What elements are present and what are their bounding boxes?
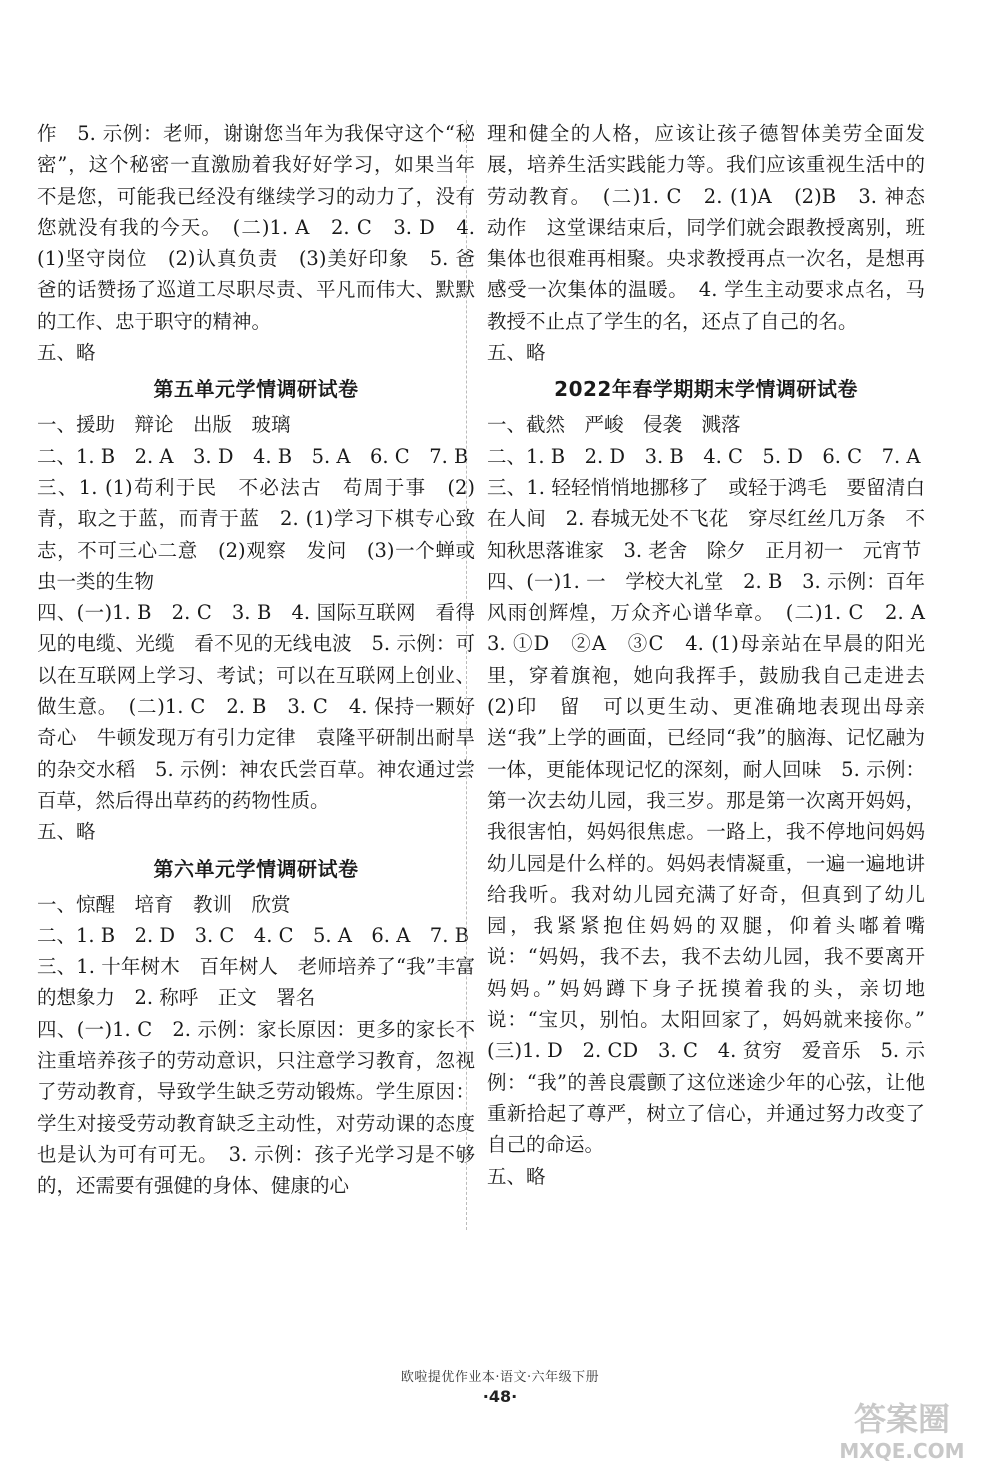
answer-paragraph: 一、惊醒 培育 教训 欣赏	[37, 892, 291, 916]
answer-paragraph: 二、1. B 2. D 3. C 4. C 5. A 6. A 7. B	[37, 923, 469, 947]
answer-paragraph: 三、1. 十年树木 百年树人 老师培养了“我”丰富的想象力 2. 称呼 正文 署名	[37, 955, 475, 1010]
answer-paragraph: 三、1. 轻轻悄悄地挪移了 或轻于鸿毛 要留清白在人间 2. 春城无处不飞花 穿尽红丝几万条 不知秋思落谁家 3. 老舍 除夕 正月初一 元宵节	[487, 475, 925, 562]
answer-paragraph: 四、(一)1. C 2. 示例：家长原因：更多的家长不注重培养孩子的劳动意识，只注意学习教育，忽视了劳动教育，导致学生缺乏劳动锻炼。学生原因：学生对接受劳动教育缺乏主动性，对劳动课的态度也是认为可有可无。 3. 示例：孩子光学习是不够的，还需要有强健的身体、健康的心	[37, 1017, 475, 1198]
section-heading: 第五单元学情调研试卷	[153, 377, 359, 402]
answer-paragraph: 五、略	[487, 341, 546, 365]
answer-paragraph: 四、(一)1. B 2. C 3. B 4. 国际互联网 看得见的电缆、光缆 看不见的无线电波 5. 示例：可以在互联网上学习、考试；可以在互联网上创业、做生意。 (二)1. C 2. B 3. C 4. 保持一颗好奇心 牛顿发现万有引力定律 袁隆平研制出耐旱的杂交水稻 5. 示例：神农氏尝百草。神农通过尝百草，然后得出草药的药物性质。	[37, 601, 475, 812]
column-divider	[466, 120, 467, 1230]
right-column	[487, 118, 945, 1192]
answer-paragraph: 四、(一)1. 一 学校大礼堂 2. B 3. 示例：百年风雨创辉煌，万众齐心谱华章。 (二)1. C 2. A 3. ①D ②A ③C 4. (1)母亲站在早晨的阳光里，穿着旗袍，她向我挥手，鼓励我自己走进去 (2)印 留 可以更生动、更准确地表现出母亲送“我”上学的画面，已经同“我”的脑海、记忆融为一体，更能体现记忆的深刻，耐人回味 5. 示例：第一次去幼儿园，我三岁。那是第一次离开妈妈，我很害怕，妈妈很焦虑。一路上，我不停地问妈妈幼儿园是什么样的。妈妈表情凝重，一遍一遍地讲给我听。我对幼儿园充满了好奇，但真到了幼儿园，我紧紧抱住妈妈的双腿，仰着头嘟着嘴说：“妈妈，我不去，我不去幼儿园，我不要离开妈妈。”妈妈蹲下身子抚摸着我的头，亲切地说：“宝贝，别怕。太阳回家了，妈妈就来接你。” (三)1. D 2. CD 3. C 4. 贫穷 爱音乐 5. 示例：“我”的善良震颤了这位迷途少年的心弦，让他重新拾起了尊严，树立了信心，并通过努力改变了自己的命运。	[487, 569, 945, 1157]
answer-paragraph: 作 5. 示例：老师，谢谢您当年为我保守这个“秘密”，这个秘密一直激励着我好好学习，如果当年不是您，可能我已经没有继续学习的动力了，没有您就没有我的今天。 (二)1. A 2. C 3. D 4. (1)坚守岗位 (2)认真负责 (3)美好印象 5. 爸爸的话赞扬了巡道工尽职尽责、平凡而伟大、默默的工作、忠于职守的精神。	[37, 122, 475, 333]
running-title: 欧啦提优作业本·语文·六年级下册	[400, 1370, 600, 1385]
section-heading: 2022年春学期期末学情调研试卷	[554, 377, 858, 402]
watermark-logo-text: 答案圈	[853, 1400, 951, 1438]
page-number: ·48·	[482, 1387, 518, 1406]
answer-paragraph: 五、略	[487, 1164, 546, 1188]
answer-paragraph: 一、援助 辩论 出版 玻璃	[37, 413, 291, 437]
answer-paragraph: 理和健全的人格，应该让孩子德智体美劳全面发展，培养生活实践能力等。我们应该重视生活中的劳动教育。 (二)1. C 2. (1)A (2)B 3. 神态 动作 这堂课结束后，同学们就会跟教授离别，班集体也很难再相聚。央求教授再点一次名，是想再感受一次集体的温暖。 4. 学生主动要求点名，马教授不止点了学生的名，还点了自己的名。	[487, 122, 945, 333]
answer-paragraph: 五、略	[37, 341, 96, 365]
answer-paragraph: 五、略	[37, 820, 96, 844]
answer-paragraph: 二、1. B 2. D 3. B 4. C 5. D 6. C 7. A	[487, 444, 921, 468]
answer-paragraph: 二、1. B 2. A 3. D 4. B 5. A 6. C 7. B	[37, 444, 469, 468]
answer-paragraph: 三、1. (1)苟利于民 不必法古 苟周于事 (2)青，取之于蓝，而青于蓝 2. (1)学习下棋专心致志，不可三心二意 (2)观察 发问 (3)一个蝉或虫一类的生物	[37, 475, 475, 593]
watermark-logo	[822, 1394, 982, 1464]
answer-paragraph: 一、截然 严峻 侵袭 溅落	[487, 413, 741, 437]
section-heading: 第六单元学情调研试卷	[153, 856, 359, 881]
left-column	[37, 118, 475, 1202]
watermark-site: MXQE.COM	[839, 1439, 965, 1463]
